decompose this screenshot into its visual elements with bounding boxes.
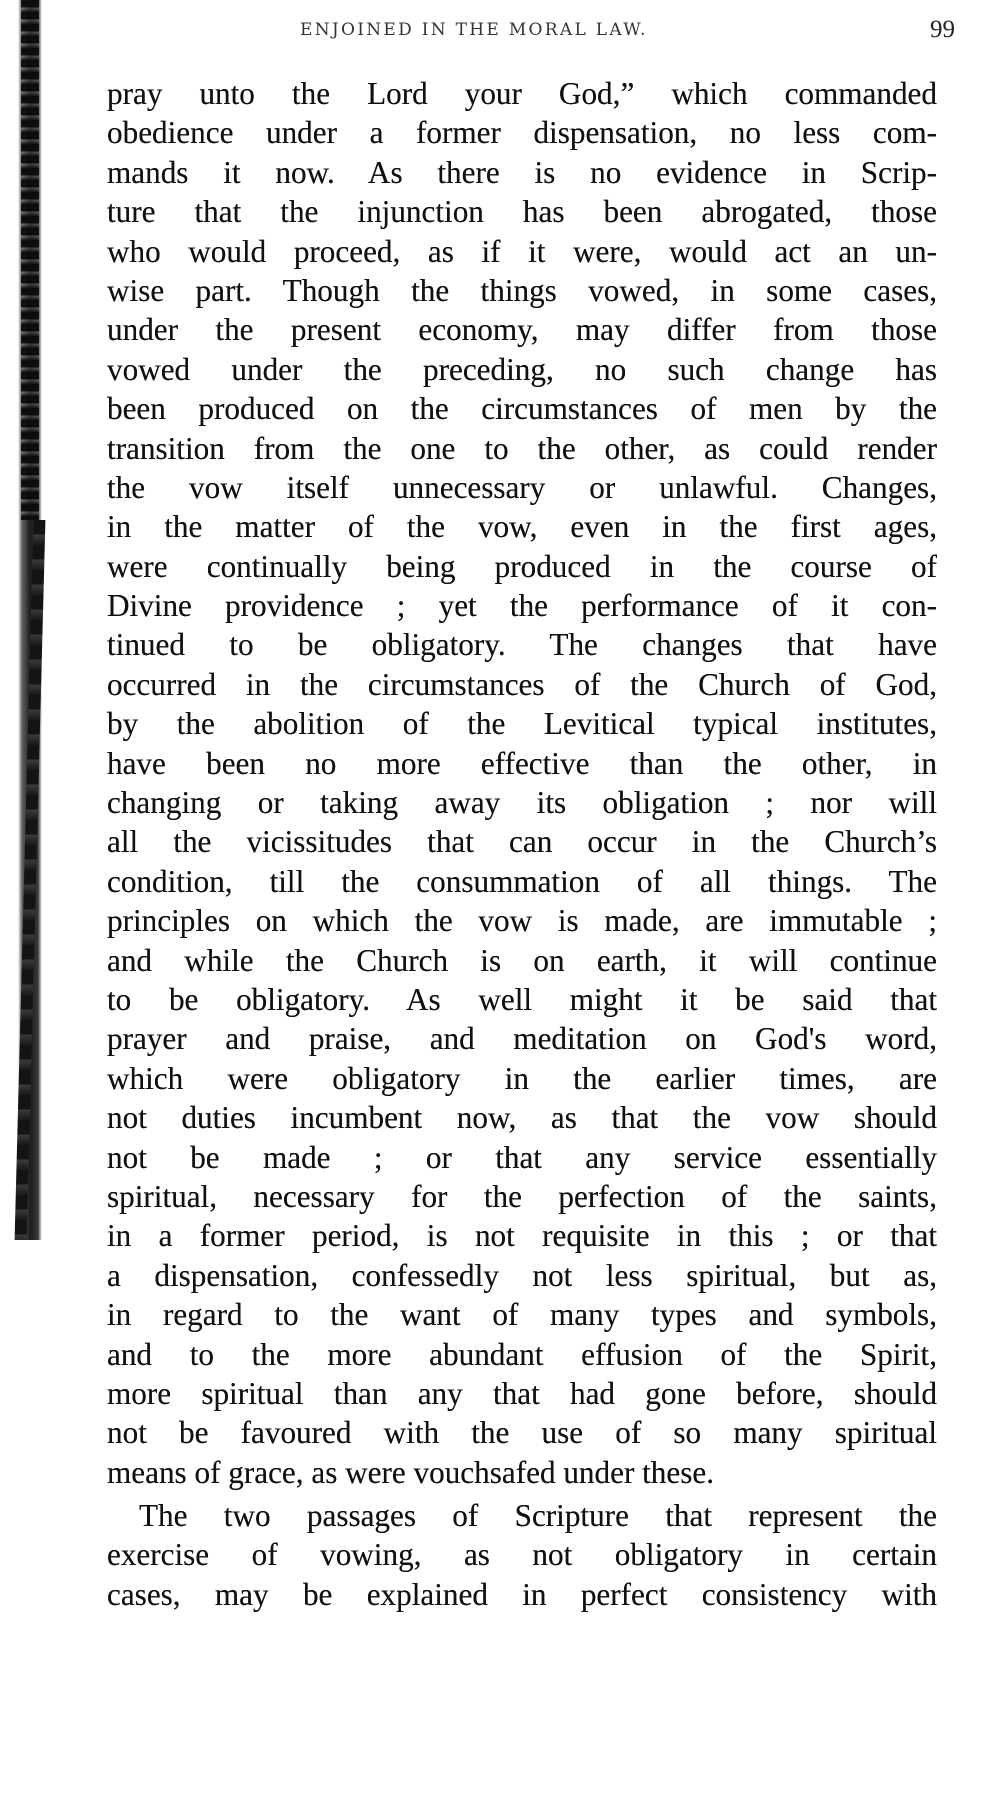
- text-line: in the matter of the vow, even in the first ages,: [107, 509, 937, 545]
- running-head: ENJOINED IN THE MORAL LAW.: [300, 20, 648, 40]
- text-line: were continually being produced in the course of: [107, 548, 937, 584]
- book-spine-edge: [0, 0, 42, 1240]
- text-line: and to the more abundant effusion of the Spirit,: [107, 1336, 937, 1372]
- text-line: wise part. Though the things vowed, in some cases,: [107, 272, 937, 308]
- text-line: which were obligatory in the earlier times, are: [107, 1060, 937, 1096]
- text-line: and while the Church is on earth, it will continue: [107, 942, 937, 978]
- text-line: more spiritual than any that had gone before, should: [107, 1375, 937, 1411]
- text-line: in a former period, is not requisite in this ; or that: [107, 1218, 937, 1254]
- text-line: principles on which the vow is made, are immutable ;: [107, 903, 937, 939]
- paragraph: [107, 74, 937, 1492]
- paragraph: [107, 1496, 937, 1614]
- text-line: changing or taking away its obligation ; nor will: [107, 785, 937, 821]
- text-line: exercise of vowing, as not obligatory in certain: [107, 1537, 937, 1573]
- text-line: not duties incumbent now, as that the vow should: [107, 1100, 937, 1136]
- text-line: spiritual, necessary for the perfection of the saints,: [107, 1178, 937, 1214]
- text-line: not be made ; or that any service essentially: [107, 1139, 937, 1175]
- text-line: by the abolition of the Levitical typical institutes,: [107, 706, 937, 742]
- text-line: mands it now. As there is no evidence in Scrip-: [107, 154, 937, 190]
- text-line: not be favoured with the use of so many spiritual: [107, 1415, 937, 1451]
- text-line: Divine providence ; yet the performance of it con-: [107, 588, 937, 624]
- text-line: to be obligatory. As well might it be said that: [107, 981, 937, 1017]
- text-line: all the vicissitudes that can occur in the Church’s: [107, 824, 937, 860]
- text-line: The two passages of Scripture that represent the: [139, 1498, 937, 1534]
- text-line: tinued to be obligatory. The changes that have: [107, 627, 937, 663]
- text-line: condition, till the consummation of all things. The: [107, 863, 937, 899]
- text-line: means of grace, as were vouchsafed under these.: [107, 1454, 715, 1490]
- text-line: obedience under a former dispensation, no less com-: [107, 115, 937, 151]
- text-line: a dispensation, confessedly not less spiritual, but as,: [107, 1257, 937, 1293]
- text-line: in regard to the want of many types and symbols,: [107, 1297, 937, 1333]
- text-line: vowed under the preceding, no such change has: [107, 351, 937, 387]
- page-number: 99: [930, 16, 955, 43]
- text-line: pray unto the Lord your God,” which commanded: [107, 76, 937, 111]
- text-line: ture that the injunction has been abrogated, those: [107, 194, 937, 230]
- text-line: have been no more effective than the other, in: [107, 745, 937, 781]
- text-line: prayer and praise, and meditation on God's word,: [107, 1021, 937, 1057]
- text-line: been produced on the circumstances of men by the: [107, 391, 937, 427]
- text-line: occurred in the circumstances of the Church of God,: [107, 666, 937, 702]
- text-line: cases, may be explained in perfect consistency with: [107, 1576, 937, 1612]
- text-line: the vow itself unnecessary or unlawful. Changes,: [107, 469, 937, 505]
- body-text: [107, 74, 937, 1614]
- text-line: who would proceed, as if it were, would act an un-: [107, 233, 937, 269]
- text-line: under the present economy, may differ from those: [107, 312, 937, 348]
- text-line: transition from the one to the other, as could render: [107, 430, 937, 466]
